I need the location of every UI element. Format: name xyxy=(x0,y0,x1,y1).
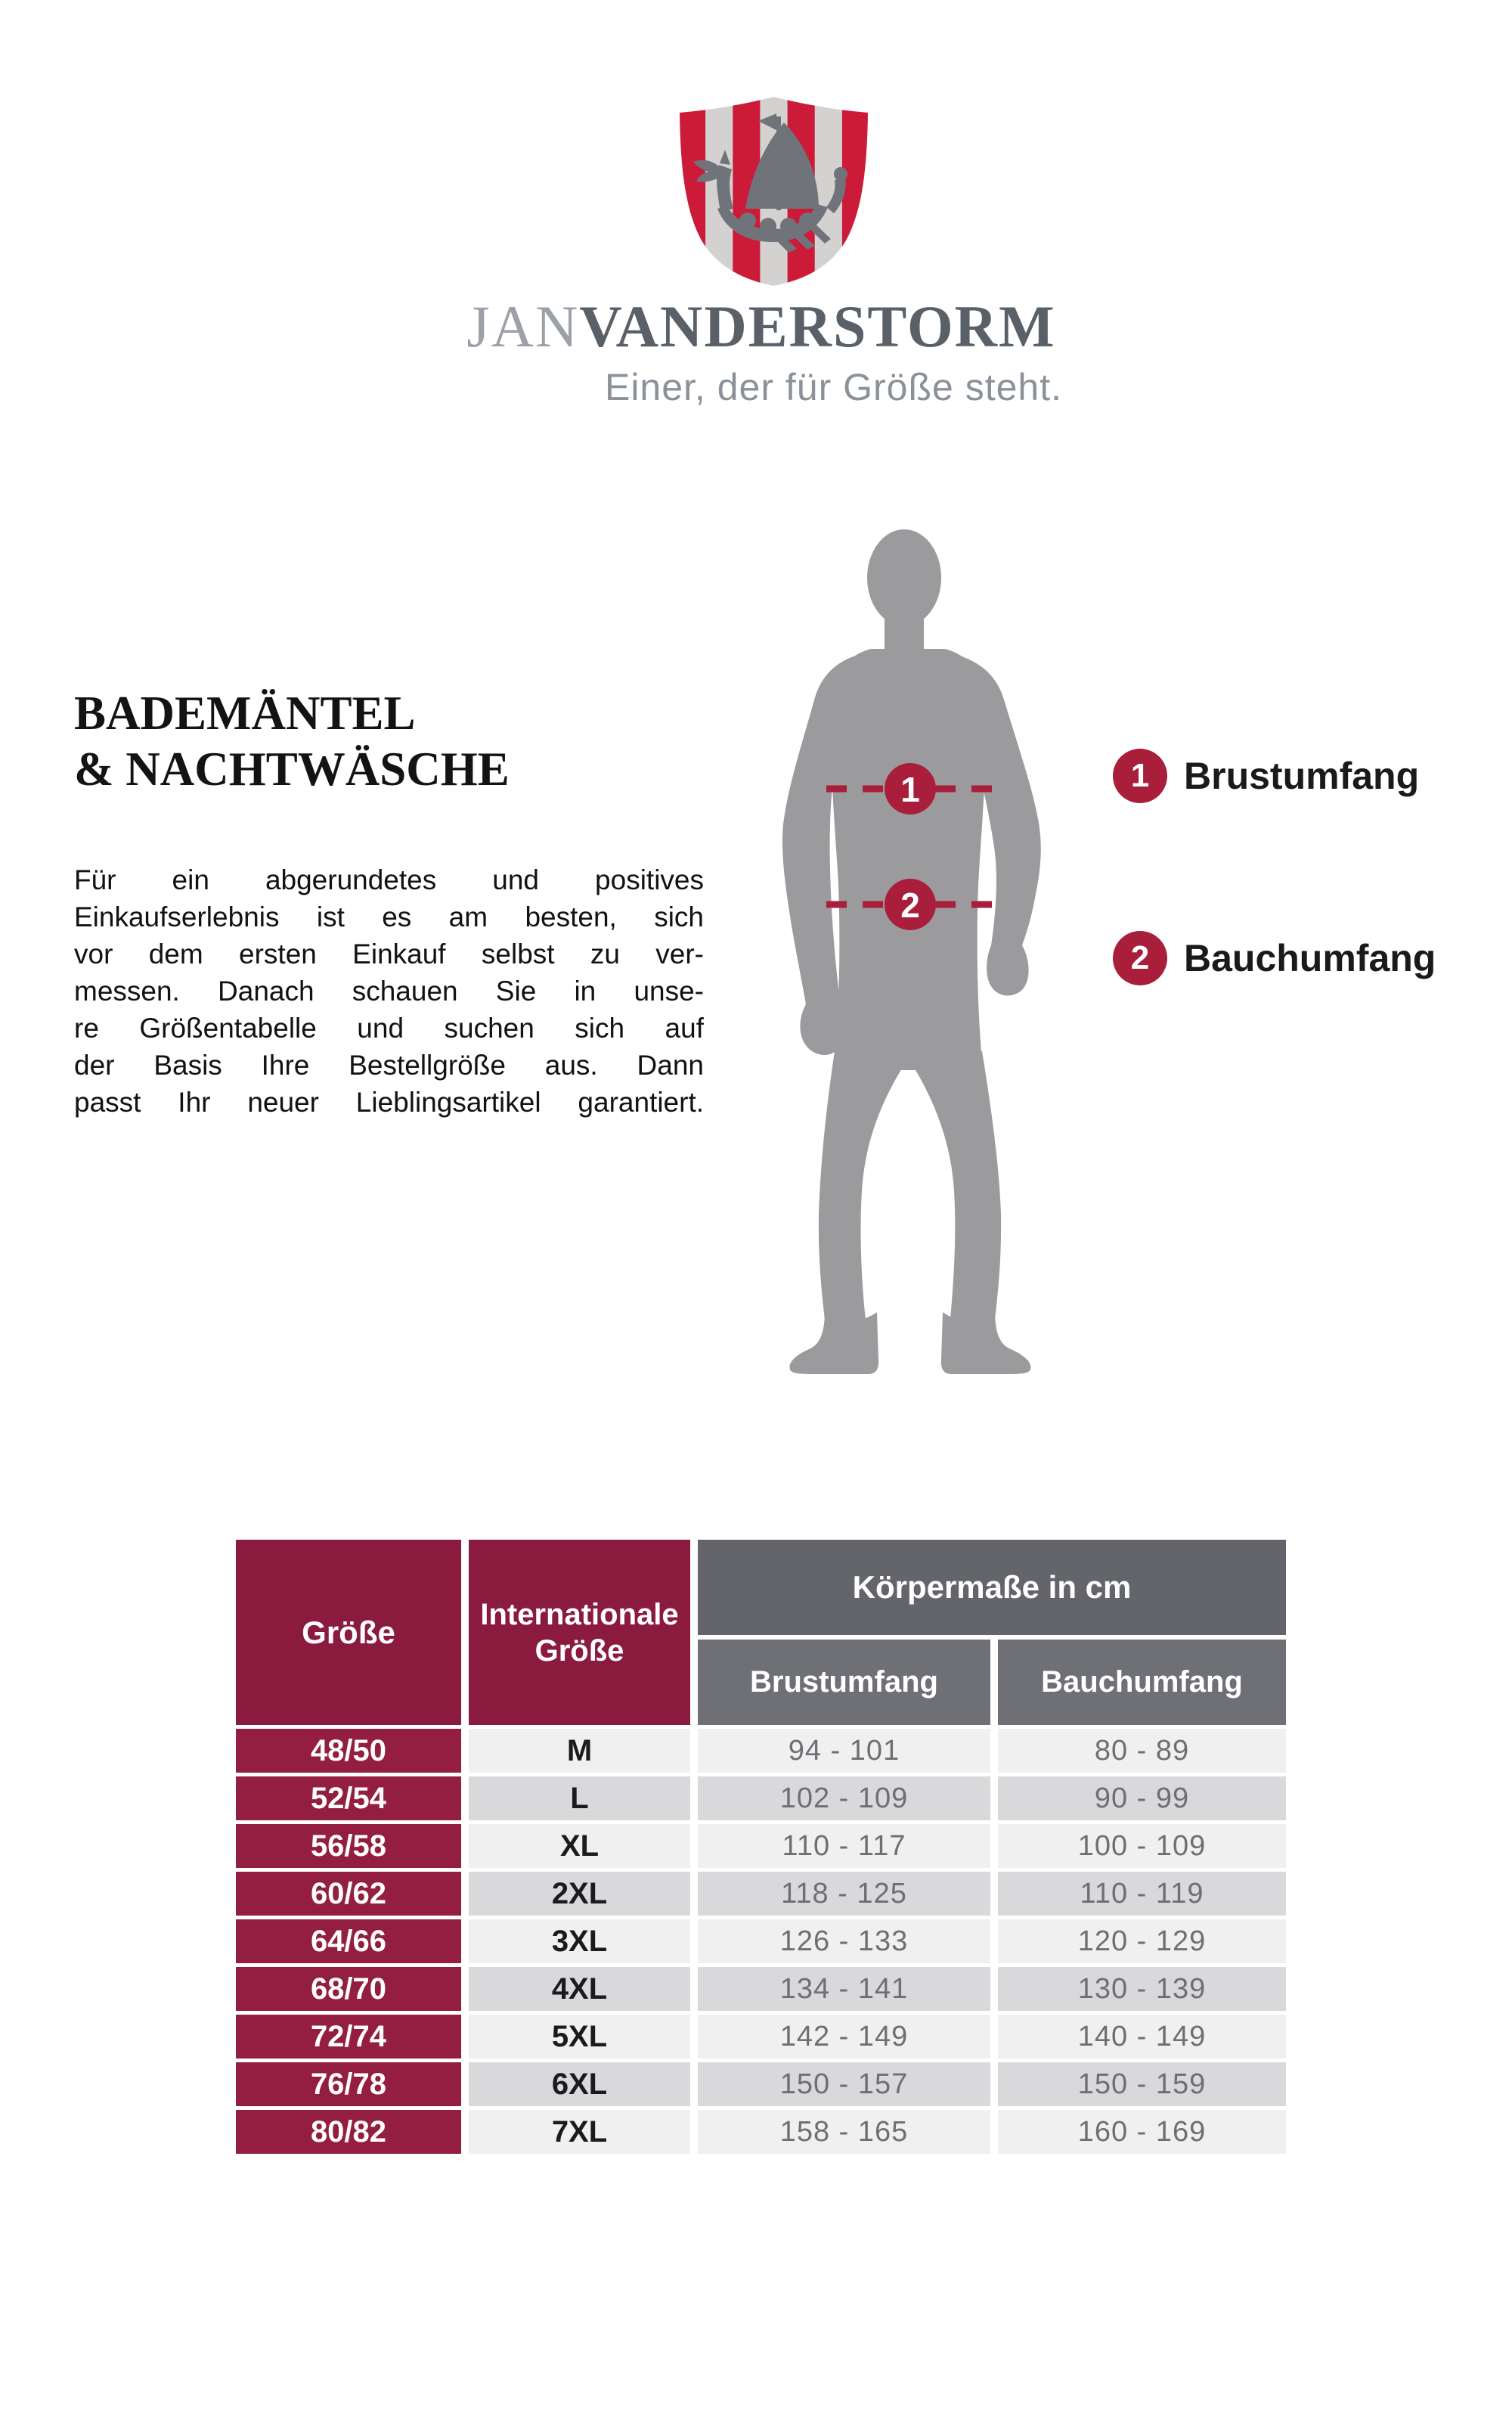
paragraph-line: Für ein abgerundetes und positives xyxy=(74,864,704,895)
brand-tagline: Einer, der für Größe steht. xyxy=(604,366,1062,408)
group-header: Körpermaße in cm xyxy=(698,1540,1286,1635)
table-row-chest: 94 - 101 xyxy=(698,1729,990,1773)
chest-marker-number: 1 xyxy=(900,770,920,809)
size-table xyxy=(236,1540,1286,2154)
page-title-line2: & NACHTWÄSCHE xyxy=(74,743,510,796)
table-row-int: XL xyxy=(469,1824,690,1868)
page-title-line1: BADEMÄNTEL xyxy=(74,687,416,740)
table-row-size: 72/74 xyxy=(236,2015,461,2059)
body-silhouette-diagram xyxy=(756,522,1104,1376)
paragraph-line: passt Ihr neuer Lieblingsartikel garantiert. xyxy=(74,1087,704,1118)
belly-marker-number: 2 xyxy=(900,886,920,925)
table-row-size: 80/82 xyxy=(236,2110,461,2154)
table-row-size: 48/50 xyxy=(236,1729,461,1773)
legend-belly-label: Bauchumfang xyxy=(1184,937,1436,979)
table-row-belly: 120 - 129 xyxy=(998,1919,1286,1963)
paragraph-line: der Basis Ihre Bestellgröße aus. Dann xyxy=(74,1050,704,1081)
brand-last-name: VANDERSTORM xyxy=(579,293,1056,359)
table-row-belly: 80 - 89 xyxy=(998,1729,1286,1773)
table-row-size: 64/66 xyxy=(236,1919,461,1963)
table-row-belly: 160 - 169 xyxy=(998,2110,1286,2154)
table-row-size: 68/70 xyxy=(236,1967,461,2011)
paragraph-line: re Größentabelle und suchen sich auf xyxy=(74,1013,704,1044)
legend-belly-number: 2 xyxy=(1130,939,1150,976)
table-row-chest: 126 - 133 xyxy=(698,1919,990,1963)
table-row-int: 2XL xyxy=(469,1872,690,1916)
table-row-chest: 134 - 141 xyxy=(698,1967,990,2011)
table-row-size: 56/58 xyxy=(236,1824,461,1868)
col-header-int-groesse: Internationale Größe xyxy=(469,1540,690,1725)
page-title xyxy=(74,685,603,797)
legend-chest-marker-icon xyxy=(1113,749,1167,803)
table-row-size: 60/62 xyxy=(236,1872,461,1916)
table-row-int: 6XL xyxy=(469,2062,690,2106)
legend-chest-number: 1 xyxy=(1130,757,1150,794)
table-row-chest: 150 - 157 xyxy=(698,2062,990,2106)
table-row-chest: 142 - 149 xyxy=(698,2015,990,2059)
table-row-chest: 110 - 117 xyxy=(698,1824,990,1868)
table-row-int: 3XL xyxy=(469,1919,690,1963)
brand-first-name: JAN xyxy=(466,293,580,359)
table-row-size: 52/54 xyxy=(236,1776,461,1820)
table-row-int: M xyxy=(469,1729,690,1773)
table-row-belly: 90 - 99 xyxy=(998,1776,1286,1820)
table-row-belly: 140 - 149 xyxy=(998,2015,1286,2059)
table-row-belly: 110 - 119 xyxy=(998,1872,1286,1916)
sub-header-bauchumfang: Bauchumfang xyxy=(998,1640,1286,1725)
legend-belly-marker-icon xyxy=(1113,931,1167,985)
legend-chest-label: Brustumfang xyxy=(1184,755,1420,797)
brand-wordmark xyxy=(383,293,1139,359)
col-header-groesse: Größe xyxy=(236,1540,461,1725)
table-row-belly: 100 - 109 xyxy=(998,1824,1286,1868)
table-row-chest: 158 - 165 xyxy=(698,2110,990,2154)
table-row-chest: 118 - 125 xyxy=(698,1872,990,1916)
paragraph-line: Einkaufserlebnis ist es am besten, sich xyxy=(74,901,704,932)
paragraph-line: vor dem ersten Einkauf selbst zu ver- xyxy=(74,939,704,970)
table-row-chest: 102 - 109 xyxy=(698,1776,990,1820)
table-row-belly: 130 - 139 xyxy=(998,1967,1286,2011)
paragraph-line: messen. Danach schauen Sie in unse- xyxy=(74,976,704,1007)
table-row-int: 7XL xyxy=(469,2110,690,2154)
intro-paragraph xyxy=(74,861,704,1121)
col-header-koerpermasse-group xyxy=(698,1540,1286,1725)
sub-header-brustumfang: Brustumfang xyxy=(698,1640,990,1725)
table-row-int: L xyxy=(469,1776,690,1820)
brand-shield-logo-icon xyxy=(678,97,869,286)
table-row-int: 5XL xyxy=(469,2015,690,2059)
table-row-size: 76/78 xyxy=(236,2062,461,2106)
table-row-belly: 150 - 159 xyxy=(998,2062,1286,2106)
table-row-int: 4XL xyxy=(469,1967,690,2011)
